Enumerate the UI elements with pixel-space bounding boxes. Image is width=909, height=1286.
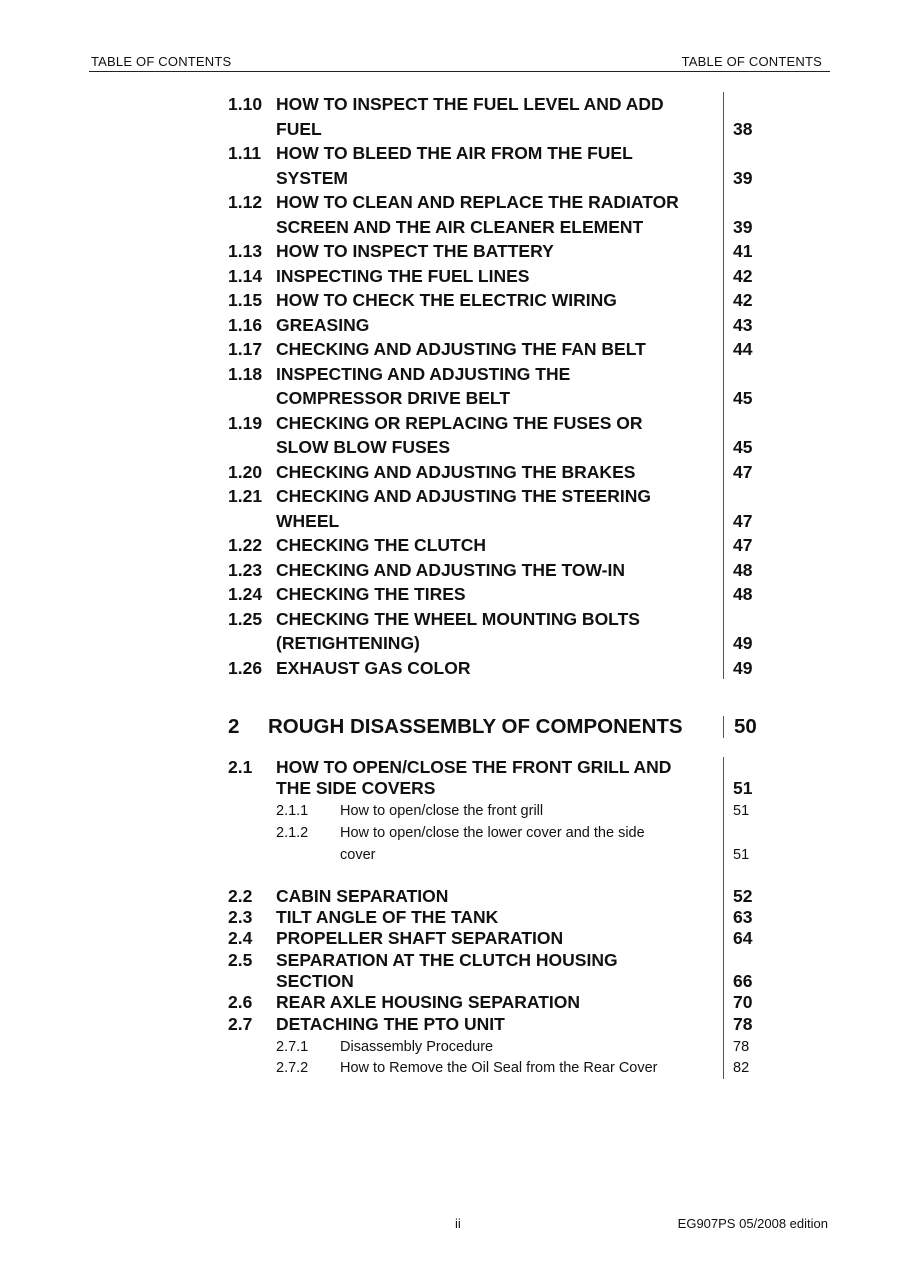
toc-entry-number: 1.21 [228, 486, 263, 506]
toc-entry-title: INSPECTING AND ADJUSTING THE [276, 363, 571, 384]
toc-entry-page: 82 [733, 1060, 750, 1076]
toc-entry-title: SYSTEM [276, 167, 348, 188]
toc-entry-number: 2.1 [228, 757, 253, 777]
toc-entry-number: 1.16 [228, 314, 263, 335]
toc-entry-number: 2.6 [228, 992, 253, 1012]
page-column-divider [723, 757, 724, 1079]
chapter-title: ROUGH DISASSEMBLY OF COMPONENTS [268, 715, 683, 738]
toc-entry-title: cover [340, 846, 376, 863]
toc-entry-title: SEPARATION AT THE CLUTCH HOUSING [276, 950, 618, 970]
toc-entry-page: 41 [733, 241, 753, 261]
footer-edition: EG907PS 05/2008 edition [677, 1216, 828, 1231]
toc-entry-page: 63 [733, 907, 753, 927]
toc-entry-page: 51 [733, 778, 753, 798]
toc-entry-page: 48 [733, 584, 753, 604]
toc-entry-number: 1.25 [228, 608, 263, 629]
toc-entry-page: 70 [733, 992, 753, 1012]
toc-entry-title: SECTION [276, 971, 354, 991]
toc-entry-title: CHECKING OR REPLACING THE FUSES OR [276, 412, 643, 433]
toc-entry-number: 2.7.1 [276, 1039, 309, 1055]
toc-entry-number: 1.13 [228, 241, 263, 261]
toc-entry-title: INSPECTING THE FUEL LINES [276, 265, 530, 286]
toc-entry-title: CHECKING AND ADJUSTING THE TOW-IN [276, 559, 626, 580]
toc-entry-title: HOW TO OPEN/CLOSE THE FRONT GRILL AND [276, 757, 672, 777]
toc-entry-number: 1.24 [228, 584, 263, 604]
toc-entry-title: REAR AXLE HOUSING SEPARATION [276, 992, 581, 1012]
toc-entry-title: CHECKING THE WHEEL MOUNTING BOLTS [276, 608, 640, 629]
toc-entry-title: CHECKING AND ADJUSTING THE BRAKES [276, 461, 636, 482]
toc-entry-page: 52 [733, 886, 753, 906]
toc-entry-number: 1.14 [228, 265, 263, 286]
toc-entry-title: THE SIDE COVERS [276, 778, 436, 798]
toc-entry-page: 48 [733, 559, 753, 580]
toc-entry-number: 1.15 [228, 290, 263, 310]
toc-entry-title: TILT ANGLE OF THE TANK [276, 907, 499, 927]
chapter-page: 50 [734, 715, 757, 738]
toc-entry-number: 1.26 [228, 657, 263, 678]
toc-entry-page: 45 [733, 437, 753, 457]
toc-entry-page: 47 [733, 535, 753, 555]
toc-entry-title: CABIN SEPARATION [276, 886, 449, 906]
toc-entry-title: DETACHING THE PTO UNIT [276, 1014, 505, 1034]
toc-entry-title: HOW TO CLEAN AND REPLACE THE RADIATOR [276, 192, 679, 212]
toc-entry-page: 42 [733, 290, 753, 310]
toc-entry-number: 1.18 [228, 363, 263, 384]
toc-entry-number: 1.11 [228, 143, 262, 163]
toc-entry-title: How to open/close the lower cover and the side [340, 825, 645, 841]
toc-entry-title: Disassembly Procedure [340, 1039, 494, 1055]
toc-entry-title: PROPELLER SHAFT SEPARATION [276, 928, 564, 948]
toc-entry-title: HOW TO CHECK THE ELECTRIC WIRING [276, 290, 617, 310]
toc-entry-title: COMPRESSOR DRIVE BELT [276, 388, 511, 408]
toc-entry-page: 49 [733, 633, 753, 653]
toc-entry-page: 51 [733, 803, 750, 819]
toc-entry-title: GREASING [276, 314, 370, 335]
page-column-divider [723, 92, 724, 679]
toc-entry-number: 1.10 [228, 94, 263, 114]
toc-entry-page: 51 [733, 846, 750, 863]
toc-entry-number: 1.20 [228, 461, 263, 482]
page-header-left: TABLE OF CONTENTS [91, 54, 232, 69]
chapter-number: 2 [228, 715, 240, 738]
toc-entry-number: 1.17 [228, 339, 263, 359]
toc-entry-number: 2.2 [228, 886, 253, 906]
toc-entry-page: 38 [733, 118, 753, 139]
toc-entry-page: 47 [733, 510, 753, 531]
toc-entry-page: 43 [733, 314, 753, 335]
toc-entry-title: CHECKING AND ADJUSTING THE STEERING [276, 486, 651, 506]
toc-entry-number: 2.4 [228, 928, 253, 948]
toc-entry-number: 2.3 [228, 907, 253, 927]
footer-page-number: ii [455, 1216, 461, 1231]
toc-entry-number: 2.1.2 [276, 825, 309, 841]
toc-entry-title: CHECKING THE TIRES [276, 584, 466, 604]
page-header-right: TABLE OF CONTENTS [681, 54, 822, 69]
toc-entry-number: 1.19 [228, 412, 263, 433]
toc-entry-page: 64 [733, 928, 753, 948]
toc-entry-title: How to Remove the Oil Seal from the Rear Cover [340, 1060, 658, 1076]
toc-entry-page: 49 [733, 657, 753, 678]
toc-entry-number: 2.7.2 [276, 1060, 309, 1076]
toc-entry-number: 1.22 [228, 535, 263, 555]
toc-entry-page: 78 [733, 1039, 750, 1055]
toc-entry-page: 66 [733, 971, 753, 991]
toc-entry-title: WHEEL [276, 510, 340, 531]
toc-entry-number: 1.23 [228, 559, 263, 580]
page-column-divider [723, 716, 724, 738]
toc-entry-title: SCREEN AND THE AIR CLEANER ELEMENT [276, 216, 644, 237]
toc-entry-page: 44 [733, 339, 753, 359]
toc-entry-page: 45 [733, 388, 753, 408]
toc-entry-page: 47 [733, 461, 753, 482]
toc-entry-number: 1.12 [228, 192, 263, 212]
toc-entry-page: 39 [733, 216, 753, 237]
toc-entry-page: 42 [733, 265, 753, 286]
toc-entry-page: 78 [733, 1014, 753, 1034]
toc-entry-title: HOW TO INSPECT THE BATTERY [276, 241, 554, 261]
header-divider [89, 71, 830, 72]
toc-entry-title: FUEL [276, 118, 322, 139]
toc-entry-title: (RETIGHTENING) [276, 633, 420, 653]
toc-entry-title: SLOW BLOW FUSES [276, 437, 451, 457]
toc-entry-title: CHECKING THE CLUTCH [276, 535, 486, 555]
toc-entry-title: EXHAUST GAS COLOR [276, 657, 471, 678]
toc-entry-title: CHECKING AND ADJUSTING THE FAN BELT [276, 339, 646, 359]
toc-entry-number: 2.5 [228, 950, 253, 970]
toc-entry-title: HOW TO BLEED THE AIR FROM THE FUEL [276, 143, 633, 163]
toc-entry-number: 2.7 [228, 1014, 253, 1034]
toc-entry-number: 2.1.1 [276, 803, 309, 819]
toc-entry-page: 39 [733, 167, 753, 188]
toc-entry-title: How to open/close the front grill [340, 803, 544, 819]
toc-entry-title: HOW TO INSPECT THE FUEL LEVEL AND ADD [276, 94, 664, 114]
